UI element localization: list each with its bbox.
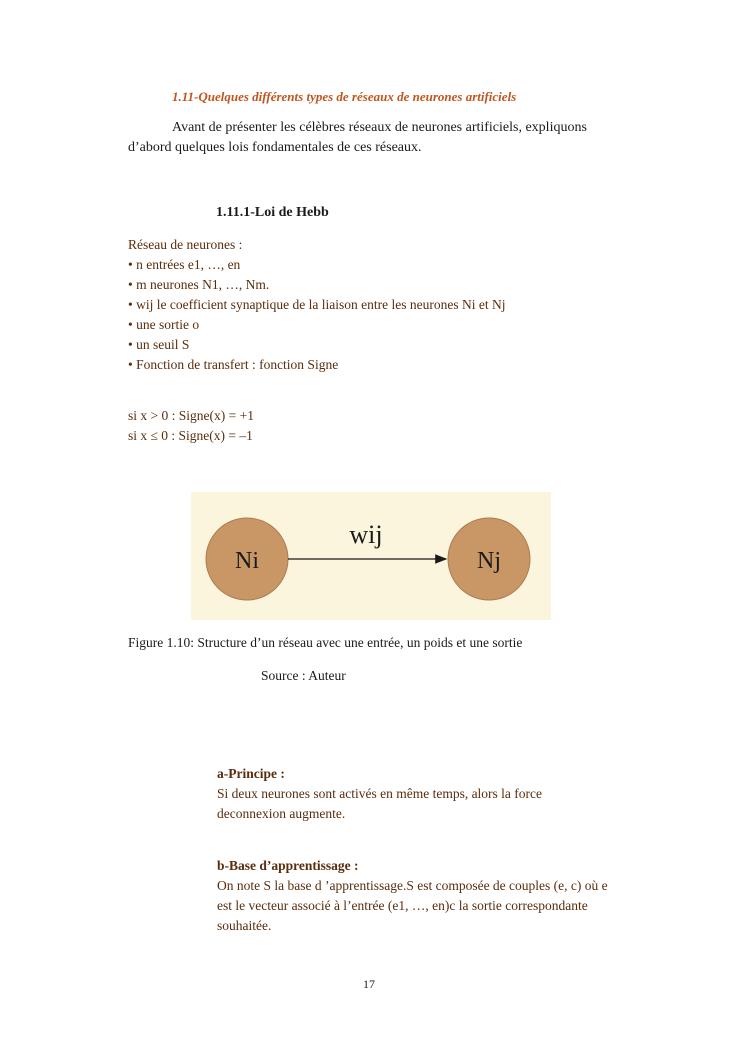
list-item: • un seuil S [128,337,190,352]
base-line-3: souhaitée. [217,918,272,933]
edge-label: wij [349,520,383,549]
base-line-1: On note S la base d ’apprentissage.S est composée de couples (e, c) où e [217,878,608,893]
principe-title: a-Principe : [217,766,285,781]
intro-line-1: Avant de présenter les célèbres réseaux de neurones artificiels, expliquons [172,120,587,135]
figure-diagram [191,492,551,620]
page-number: 17 [363,977,375,991]
list-item: • n entrées e1, …, en [128,257,241,272]
principe-line-1: Si deux neurones sont activés en même temps, alors la force [217,786,543,801]
network-heading: Réseau de neurones : [128,237,243,252]
list-item: • wij le coefficient synaptique de la liaison entre les neurones Ni et Nj [128,297,506,312]
figure-caption: Figure 1.10: Structure d’un réseau avec une entrée, un poids et une sortie [128,635,523,650]
list-item: • m neurones N1, …, Nm. [128,277,270,292]
figure-source: Source : Auteur [261,668,346,683]
node-nj-label: Nj [477,548,501,574]
subsection-title: 1.11.1-Loi de Hebb [216,205,329,220]
principe-line-2: deconnexion augmente. [217,806,346,821]
section-title: 1.11-Quelques différents types de réseaux de neurones artificiels [172,89,517,104]
base-title: b-Base d’apprentissage : [217,858,359,873]
base-line-2: est le vecteur associé à l’entrée (e1, …, en)c la sortie correspondante [217,898,588,913]
sign-rule-negative: si x ≤ 0 : Signe(x) = –1 [128,428,253,443]
node-ni-label: Ni [235,548,259,574]
list-item: • Fonction de transfert : fonction Signe [128,357,339,372]
intro-line-2: d’abord quelques lois fondamentales de ces réseaux. [128,140,422,155]
sign-rule-positive: si x > 0 : Signe(x) = +1 [128,408,254,423]
network-diagram [191,492,551,620]
list-item: • une sortie o [128,317,200,332]
